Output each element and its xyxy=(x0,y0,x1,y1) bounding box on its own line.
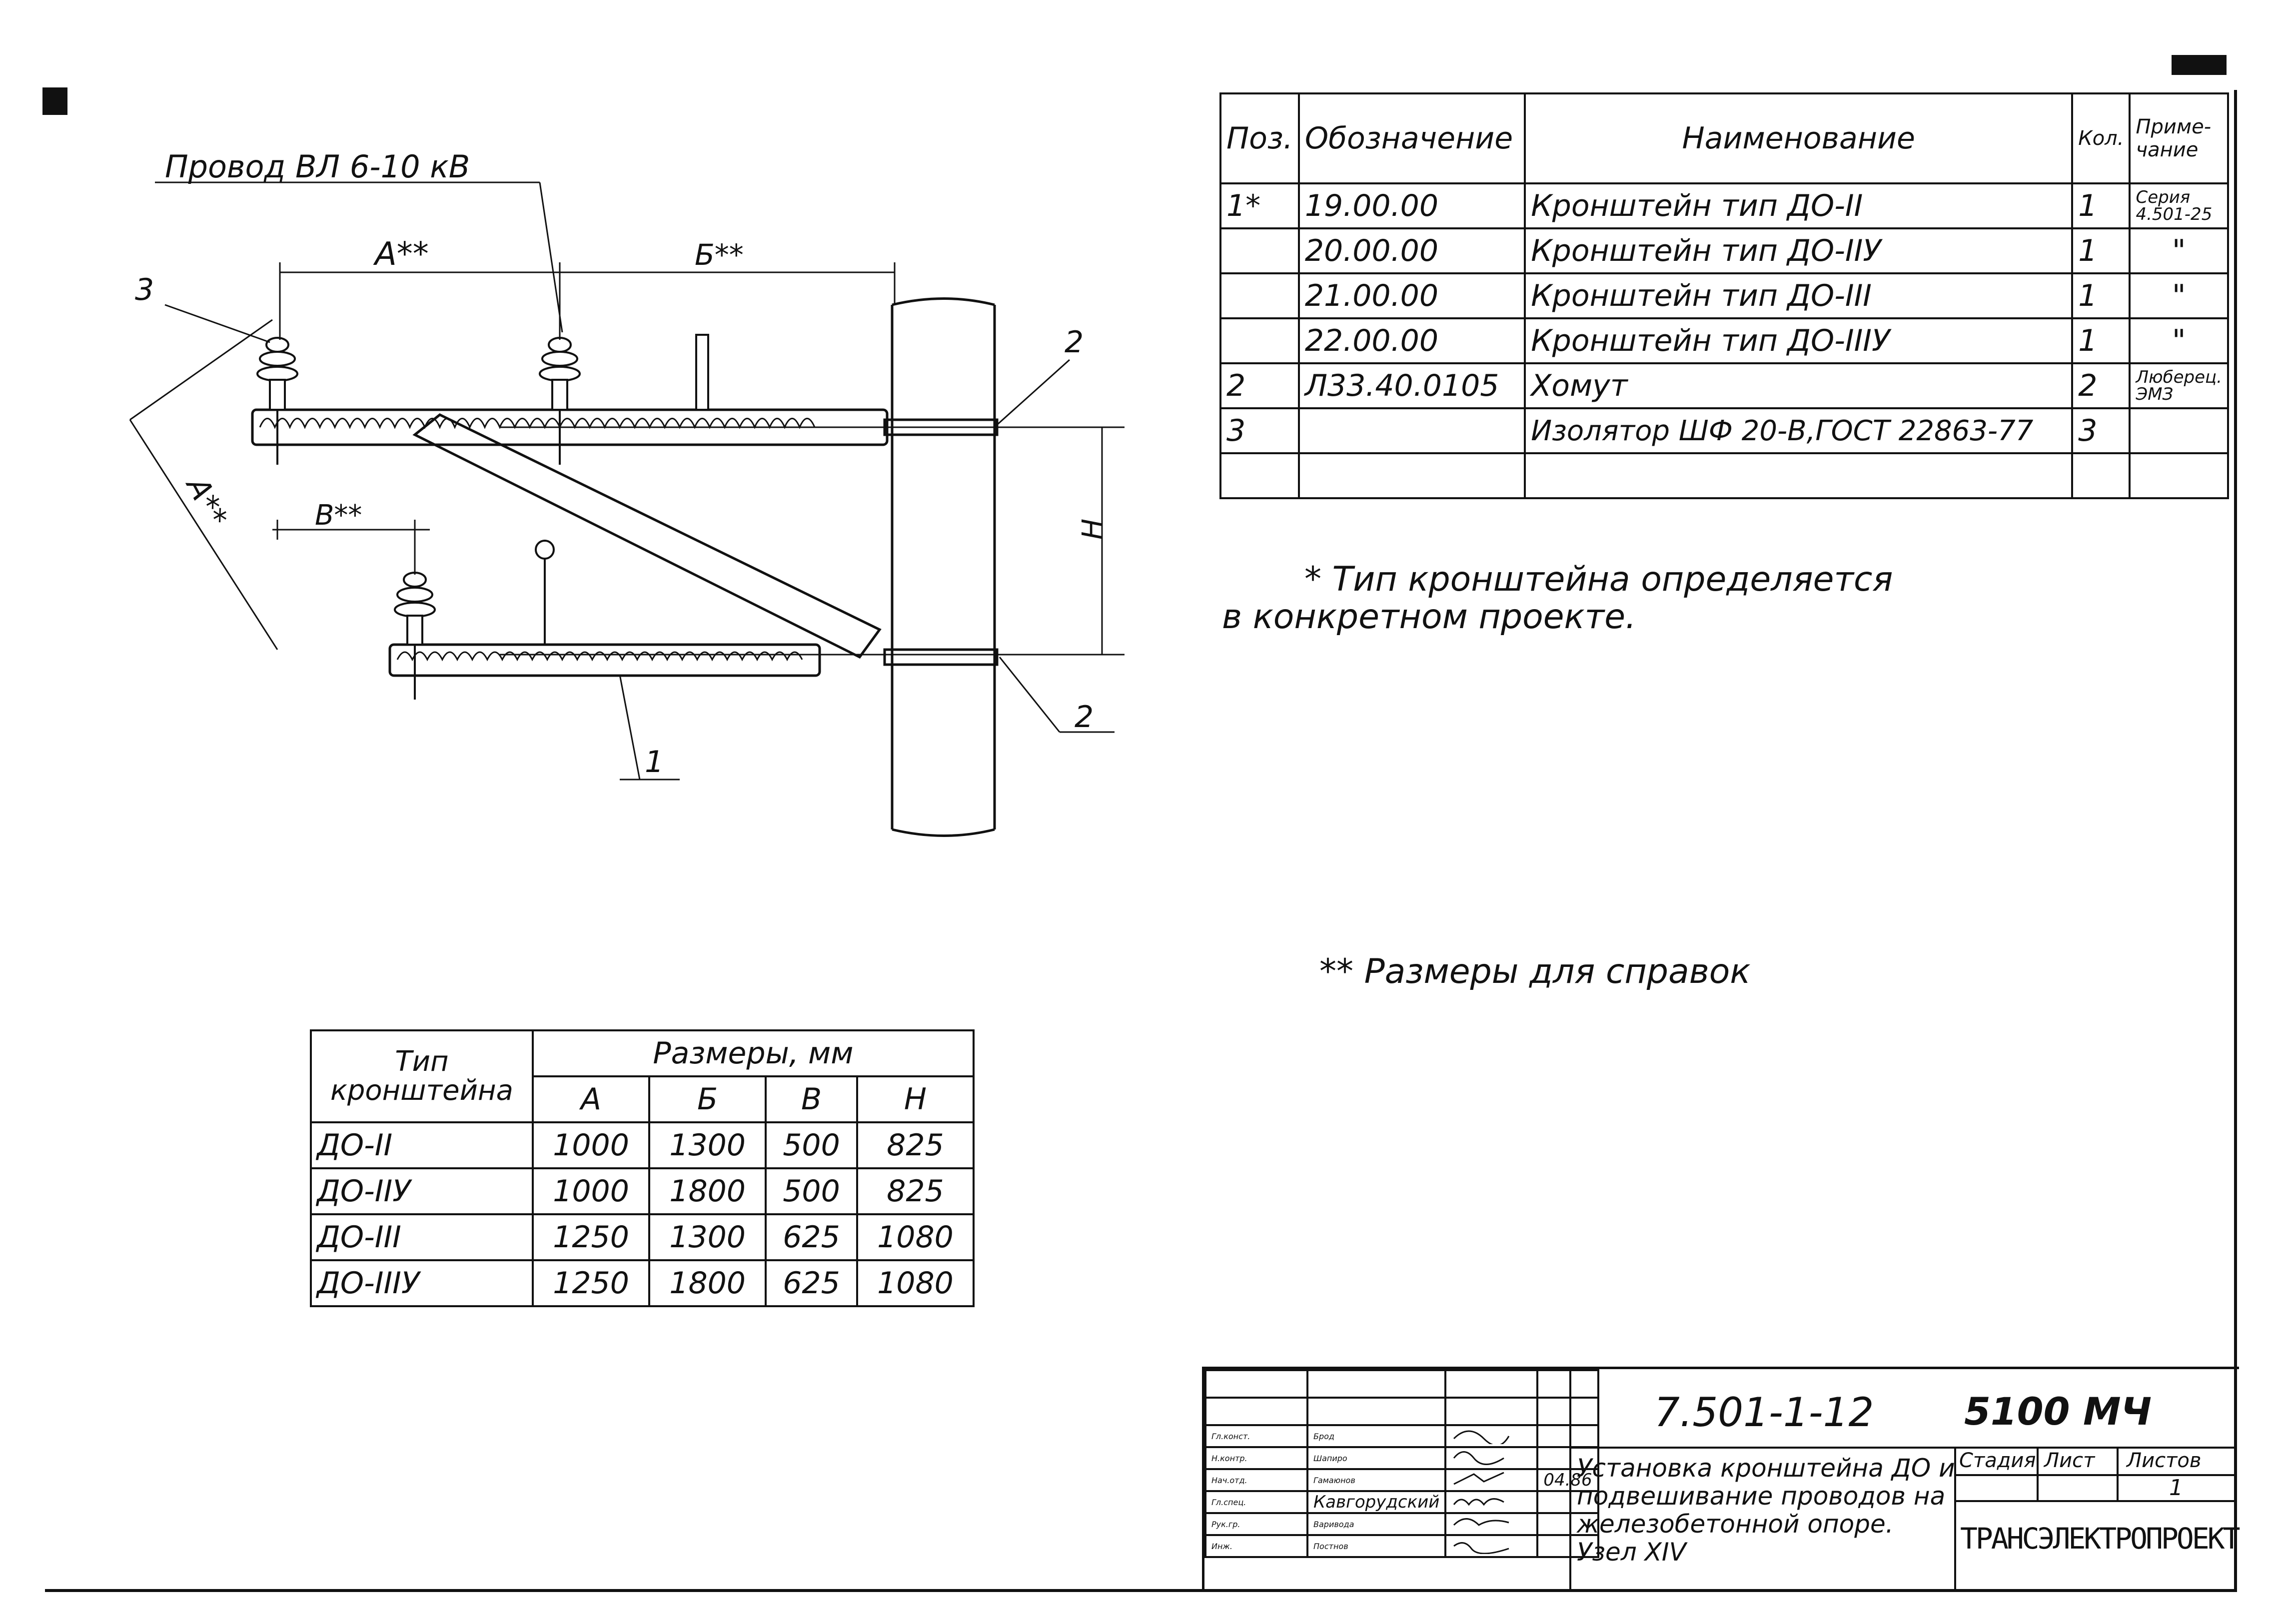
stage-row-line-2 xyxy=(1954,1500,2237,1502)
bracket-drawing xyxy=(0,0,1149,874)
spec-cell-designation xyxy=(1299,408,1525,453)
spec-cell-qty: 3 xyxy=(2072,408,2130,453)
spec-row xyxy=(1220,273,2228,318)
spec-cell-note: " xyxy=(2130,273,2228,318)
spec-cell-note: " xyxy=(2130,228,2228,273)
sheets-value: 1 xyxy=(2169,1475,2183,1501)
dim-h-label: Н xyxy=(1077,518,1109,540)
lower-arm xyxy=(390,645,820,676)
spec-cell-name: Кронштейн тип ДО-IIУ xyxy=(1525,228,2072,273)
spec-cell-designation: 20.00.00 xyxy=(1299,228,1525,273)
spec-cell-name: Кронштейн тип ДО-III xyxy=(1525,273,2072,318)
signature-mark xyxy=(1445,1491,1537,1513)
title-block xyxy=(1202,1367,2239,1592)
dims-cell: 1300 xyxy=(649,1214,766,1260)
spec-header-qty: Кол. xyxy=(2072,93,2130,183)
stage-divider xyxy=(1954,1447,1956,1592)
stage-label: Стадия xyxy=(1959,1449,2036,1472)
spec-cell-designation: 19.00.00 xyxy=(1299,183,1525,228)
spec-cell-qty: 2 xyxy=(2072,363,2130,408)
spec-cell-note: " xyxy=(2130,318,2228,363)
dims-header-type: Тип кронштейна xyxy=(311,1030,533,1122)
spec-cell-pos: 1* xyxy=(1220,183,1299,228)
dims-cell-type: ДО-IIУ xyxy=(311,1168,533,1214)
signature-grid xyxy=(1204,1369,1599,1558)
callout-1: 1 xyxy=(645,745,664,780)
sheets-label: Листов xyxy=(2127,1449,2202,1472)
spec-row xyxy=(1220,363,2228,408)
dims-row xyxy=(311,1168,974,1214)
dim-b-label: Б** xyxy=(695,238,744,272)
signature-row xyxy=(1205,1469,1598,1491)
callout-3: 3 xyxy=(135,272,154,307)
dims-cell: 500 xyxy=(766,1122,857,1168)
dims-cell: 1800 xyxy=(649,1168,766,1214)
date-value: 04.86 xyxy=(1537,1469,1598,1491)
sheet-corner-mark xyxy=(2172,55,2227,75)
dims-cell: 825 xyxy=(857,1122,974,1168)
signature-role: Инж. xyxy=(1205,1535,1307,1557)
spec-cell-designation: Л33.40.0105 xyxy=(1299,363,1525,408)
spec-cell-qty: 1 xyxy=(2072,318,2130,363)
diagonal-strut xyxy=(415,415,880,657)
spec-cell-qty: 1 xyxy=(2072,183,2130,228)
signature-name: Шапиро xyxy=(1307,1447,1445,1469)
dim-a-diag-label: А** xyxy=(179,471,234,533)
dims-header-row xyxy=(311,1030,974,1076)
spec-cell-designation: 21.00.00 xyxy=(1299,273,1525,318)
dims-cell: 1080 xyxy=(857,1214,974,1260)
spec-cell-note xyxy=(2130,408,2228,453)
note-2: ** Размеры для справок xyxy=(1319,952,1751,991)
specification-table xyxy=(1219,92,2229,499)
signature-name: Брод xyxy=(1307,1425,1445,1447)
signature-role: Н.контр. xyxy=(1205,1447,1307,1469)
spec-cell-name: Хомут xyxy=(1525,363,2072,408)
spec-cell-note: Серия 4.501-25 xyxy=(2130,183,2228,228)
callout-2-top: 2 xyxy=(1065,325,1084,360)
drawing-title: Установка кронштейна ДО и подвешивание проводов на железобетонной опоре. Узел XIV xyxy=(1577,1454,1955,1567)
dims-col-h: Н xyxy=(857,1076,974,1122)
spec-cell-name: Изолятор ШФ 20-В,ГОСТ 22863-77 xyxy=(1525,408,2072,453)
signature-row xyxy=(1205,1513,1598,1535)
stage-row-line-1 xyxy=(1954,1474,2237,1476)
clamp-lower xyxy=(885,650,997,665)
insulator-lower xyxy=(395,573,435,700)
spec-header-name: Наименование xyxy=(1525,93,2072,183)
spec-row xyxy=(1220,408,2228,453)
dims-cell: 825 xyxy=(857,1168,974,1214)
signature-name: Кавгорудский xyxy=(1307,1491,1445,1513)
spec-row-empty xyxy=(1220,453,2228,498)
signature-mark xyxy=(1445,1447,1537,1469)
signature-row xyxy=(1205,1535,1598,1557)
spec-header-note: Приме-чание xyxy=(2130,93,2228,183)
signature-row xyxy=(1205,1447,1598,1469)
signature-name: Гамаюнов xyxy=(1307,1469,1445,1491)
dims-cell: 625 xyxy=(766,1260,857,1306)
spec-cell-qty: 1 xyxy=(2072,228,2130,273)
spec-cell-note: Люберец. ЭМЗ xyxy=(2130,363,2228,408)
dims-header-sizes: Размеры, мм xyxy=(533,1030,974,1076)
organization-name: ТРАНСЭЛЕКТРОПРОЕКТ xyxy=(1960,1522,2239,1556)
sheet-label: Лист xyxy=(2044,1449,2095,1472)
spec-cell-pos xyxy=(1220,318,1299,363)
signature-role: Нач.отд. xyxy=(1205,1469,1307,1491)
dims-cell: 500 xyxy=(766,1168,857,1214)
signature-role: Гл.спец. xyxy=(1205,1491,1307,1513)
dims-col-b: Б xyxy=(649,1076,766,1122)
dimensions-table xyxy=(310,1029,975,1307)
spec-header-row xyxy=(1220,93,2228,183)
dim-v-label: В** xyxy=(315,499,362,532)
signature-mark xyxy=(1445,1469,1537,1491)
title-left-divider xyxy=(1569,1369,1571,1592)
dims-col-a: А xyxy=(533,1076,649,1122)
signature-row xyxy=(1205,1491,1598,1513)
signature-role: Рук.гр. xyxy=(1205,1513,1307,1535)
dims-row xyxy=(311,1214,974,1260)
spec-row xyxy=(1220,318,2228,363)
signature-mark xyxy=(1445,1535,1537,1557)
dims-cell: 1080 xyxy=(857,1260,974,1306)
callout-2-bottom: 2 xyxy=(1075,700,1094,735)
spec-cell-pos xyxy=(1220,228,1299,273)
spec-cell-pos: 2 xyxy=(1220,363,1299,408)
sheet-code: 5100 МЧ xyxy=(1964,1389,2152,1434)
dims-cell-type: ДО-II xyxy=(311,1122,533,1168)
spec-row xyxy=(1220,183,2228,228)
note-1-line-2: в конкретном проекте. xyxy=(1222,597,1636,637)
signature-name: Варивода xyxy=(1307,1513,1445,1535)
spec-cell-name: Кронштейн тип ДО-IIIУ xyxy=(1525,318,2072,363)
spec-cell-name: Кронштейн тип ДО-II xyxy=(1525,183,2072,228)
dim-a-top-label: А** xyxy=(375,236,429,273)
spec-cell-pos xyxy=(1220,273,1299,318)
dims-cell: 1000 xyxy=(533,1122,649,1168)
signature-row xyxy=(1205,1425,1598,1447)
dims-cell: 1250 xyxy=(533,1260,649,1306)
stage-col-line-1 xyxy=(2037,1447,2039,1500)
dims-row xyxy=(311,1260,974,1306)
signature-mark xyxy=(1445,1513,1537,1535)
spec-cell-pos: 3 xyxy=(1220,408,1299,453)
doc-number: 7.501-1-12 xyxy=(1654,1389,1874,1436)
wire-label: Провод ВЛ 6-10 кВ xyxy=(165,148,470,185)
dims-cell-type: ДО-III xyxy=(311,1214,533,1260)
spec-cell-designation: 22.00.00 xyxy=(1299,318,1525,363)
dims-cell: 1300 xyxy=(649,1122,766,1168)
signature-mark xyxy=(1445,1425,1537,1447)
dims-cell: 1000 xyxy=(533,1168,649,1214)
spec-row xyxy=(1220,228,2228,273)
spec-header-designation: Обозначение xyxy=(1299,93,1525,183)
title-divider xyxy=(1569,1447,2237,1449)
dims-cell-type: ДО-IIIУ xyxy=(311,1260,533,1306)
dims-cell: 1250 xyxy=(533,1214,649,1260)
signature-name: Постнов xyxy=(1307,1535,1445,1557)
note-1-line-1: * Тип кронштейна определяется xyxy=(1304,560,1893,599)
dims-cell: 1800 xyxy=(649,1260,766,1306)
stage-col-line-2 xyxy=(2117,1447,2119,1500)
dims-cell: 625 xyxy=(766,1214,857,1260)
spec-header-pos: Поз. xyxy=(1220,93,1299,183)
dims-col-v: В xyxy=(766,1076,857,1122)
dims-row xyxy=(311,1122,974,1168)
signature-role: Гл.конст. xyxy=(1205,1425,1307,1447)
spec-cell-qty: 1 xyxy=(2072,273,2130,318)
